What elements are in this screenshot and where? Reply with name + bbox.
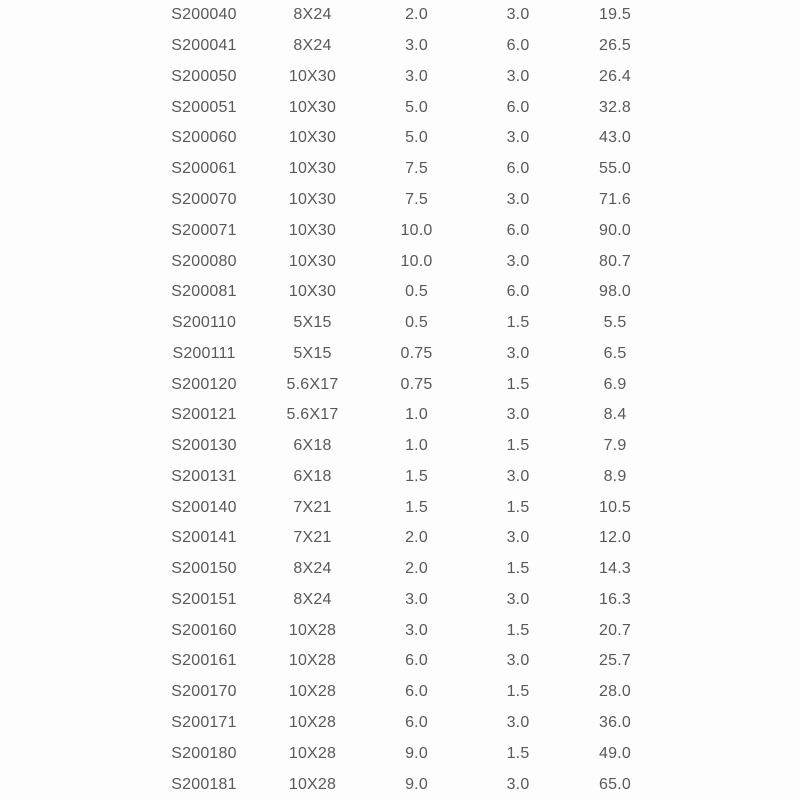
value-1-cell: 7.5 [405,160,428,178]
size-cell: 10X30 [288,129,337,147]
table-row [148,31,800,62]
size-cell: 6X18 [293,467,332,485]
table-row [148,585,800,616]
value-2-cell: 3.0 [506,713,530,731]
value-3-cell: 90.0 [599,221,631,239]
value-1-cell: 5.0 [405,129,428,147]
value-1-cell: 0.5 [405,283,428,301]
value-3-cell: 6.5 [603,344,627,362]
model-cell: S200050 [171,67,237,85]
value-1-cell: 9.0 [405,744,428,762]
value-3-cell: 98.0 [599,283,631,301]
table-row [148,62,800,93]
size-cell: 10X28 [288,683,337,701]
model-cell: S200071 [171,221,237,239]
model-cell: S200151 [171,590,237,608]
value-1-cell: 9.0 [405,775,428,793]
value-3-cell: 20.7 [599,621,631,639]
model-cell: S200081 [171,283,237,301]
value-3-cell: 25.7 [599,652,631,670]
value-1-cell: 3.0 [405,621,428,639]
value-3-cell: 71.6 [599,190,631,208]
value-1-cell: 2.0 [405,560,428,578]
value-2-cell: 3.0 [506,775,530,793]
value-2-cell: 1.5 [506,375,530,393]
table-row [148,338,800,369]
table-row [148,615,800,646]
value-2-cell: 3.0 [506,129,530,147]
value-3-cell: 12.0 [599,529,631,547]
size-cell: 7X21 [293,529,332,547]
model-cell: S200170 [171,683,237,701]
value-2-cell: 3.0 [506,67,530,85]
value-3-cell: 65.0 [599,775,631,793]
table-row [148,400,800,431]
value-1-cell: 0.5 [405,314,428,332]
value-1-cell: 10.0 [400,221,433,239]
value-2-cell: 6.0 [506,283,530,301]
value-2-cell: 3.0 [506,652,530,670]
table-row [148,431,800,462]
value-1-cell: 3.0 [405,37,428,55]
value-3-cell: 36.0 [599,713,631,731]
size-cell: 10X30 [288,160,337,178]
value-3-cell: 7.9 [603,437,627,455]
size-cell: 10X30 [288,221,337,239]
value-2-cell: 3.0 [506,190,530,208]
table-row [148,492,800,523]
table-row [148,246,800,277]
size-cell: 8X24 [293,37,332,55]
value-2-cell: 1.5 [506,744,530,762]
model-cell: S200121 [171,406,237,424]
model-cell: S200161 [171,652,237,670]
table-row [148,123,800,154]
value-3-cell: 19.5 [599,6,631,24]
value-2-cell: 3.0 [506,467,530,485]
model-cell: S200080 [171,252,237,270]
table-row [148,677,800,708]
size-cell: 10X28 [288,744,337,762]
size-cell: 10X30 [288,283,337,301]
size-cell: 10X30 [288,190,337,208]
table-row [148,308,800,339]
value-3-cell: 26.5 [599,37,631,55]
table-row [148,154,800,185]
value-1-cell: 1.0 [405,406,428,424]
value-3-cell: 14.3 [599,560,631,578]
value-3-cell: 16.3 [599,590,631,608]
value-3-cell: 55.0 [599,160,631,178]
model-cell: S200181 [171,775,237,793]
value-1-cell: 6.0 [405,652,428,670]
model-cell: S200120 [171,375,237,393]
value-2-cell: 3.0 [506,590,530,608]
table-row [148,215,800,246]
value-2-cell: 6.0 [506,37,530,55]
table-row [148,369,800,400]
value-2-cell: 6.0 [506,98,530,116]
value-1-cell: 6.0 [405,713,428,731]
table-row [148,646,800,677]
value-3-cell: 80.7 [599,252,631,270]
value-3-cell: 5.5 [603,314,627,332]
model-cell: S200141 [171,529,237,547]
table-row [148,277,800,308]
size-cell: 8X24 [293,560,332,578]
size-cell: 7X21 [293,498,332,516]
model-cell: S200110 [171,314,237,332]
value-3-cell: 8.9 [603,467,627,485]
table-row [148,523,800,554]
value-1-cell: 1.0 [405,437,428,455]
value-3-cell: 49.0 [599,744,631,762]
table-row [148,185,800,216]
value-3-cell: 8.4 [603,406,627,424]
model-cell: S200070 [171,190,237,208]
value-3-cell: 6.9 [603,375,627,393]
value-1-cell: 5.0 [405,98,428,116]
size-cell: 10X30 [288,98,337,116]
model-cell: S200040 [171,6,237,24]
model-cell: S200171 [171,713,237,731]
size-cell: 8X24 [293,590,332,608]
size-cell: 5.6X17 [286,375,339,393]
model-cell: S200061 [171,160,237,178]
value-1-cell: 6.0 [405,683,428,701]
value-3-cell: 10.5 [599,498,631,516]
size-cell: 5X15 [293,344,332,362]
size-cell: 10X30 [288,67,337,85]
value-1-cell: 0.75 [400,375,433,393]
table-row [148,0,800,31]
value-2-cell: 1.5 [506,498,530,516]
value-1-cell: 7.5 [405,190,428,208]
table-row [148,738,800,769]
value-2-cell: 1.5 [506,437,530,455]
model-cell: S200140 [171,498,237,516]
value-1-cell: 2.0 [405,6,428,24]
value-1-cell: 1.5 [405,467,428,485]
value-3-cell: 32.8 [599,98,631,116]
size-cell: 10X28 [288,775,337,793]
model-cell: S200051 [171,98,237,116]
model-cell: S200150 [171,560,237,578]
size-cell: 5.6X17 [286,406,339,424]
value-1-cell: 10.0 [400,252,433,270]
size-cell: 10X28 [288,621,337,639]
value-2-cell: 6.0 [506,221,530,239]
value-2-cell: 1.5 [506,560,530,578]
value-2-cell: 1.5 [506,314,530,332]
value-2-cell: 6.0 [506,160,530,178]
table-row [148,769,800,800]
table-row [148,708,800,739]
model-cell: S200060 [171,129,237,147]
size-cell: 10X28 [288,713,337,731]
value-2-cell: 3.0 [506,406,530,424]
value-1-cell: 0.75 [400,344,433,362]
value-1-cell: 2.0 [405,529,428,547]
model-cell: S200131 [171,467,237,485]
value-2-cell: 3.0 [506,6,530,24]
size-cell: 5X15 [293,314,332,332]
value-1-cell: 1.5 [405,498,428,516]
size-cell: 6X18 [293,437,332,455]
model-cell: S200160 [171,621,237,639]
size-cell: 8X24 [293,6,332,24]
model-cell: S200111 [172,344,236,362]
value-3-cell: 43.0 [599,129,631,147]
value-2-cell: 3.0 [506,252,530,270]
value-3-cell: 26.4 [599,67,631,85]
model-cell: S200041 [171,37,237,55]
size-cell: 10X30 [288,252,337,270]
table-row [148,554,800,585]
value-1-cell: 3.0 [405,67,428,85]
value-2-cell: 3.0 [506,344,530,362]
value-2-cell: 1.5 [506,683,530,701]
value-2-cell: 1.5 [506,621,530,639]
value-3-cell: 28.0 [599,683,631,701]
value-2-cell: 3.0 [506,529,530,547]
size-cell: 10X28 [288,652,337,670]
model-cell: S200180 [171,744,237,762]
table-row [148,461,800,492]
table-row [148,92,800,123]
model-cell: S200130 [171,437,237,455]
value-1-cell: 3.0 [405,590,428,608]
